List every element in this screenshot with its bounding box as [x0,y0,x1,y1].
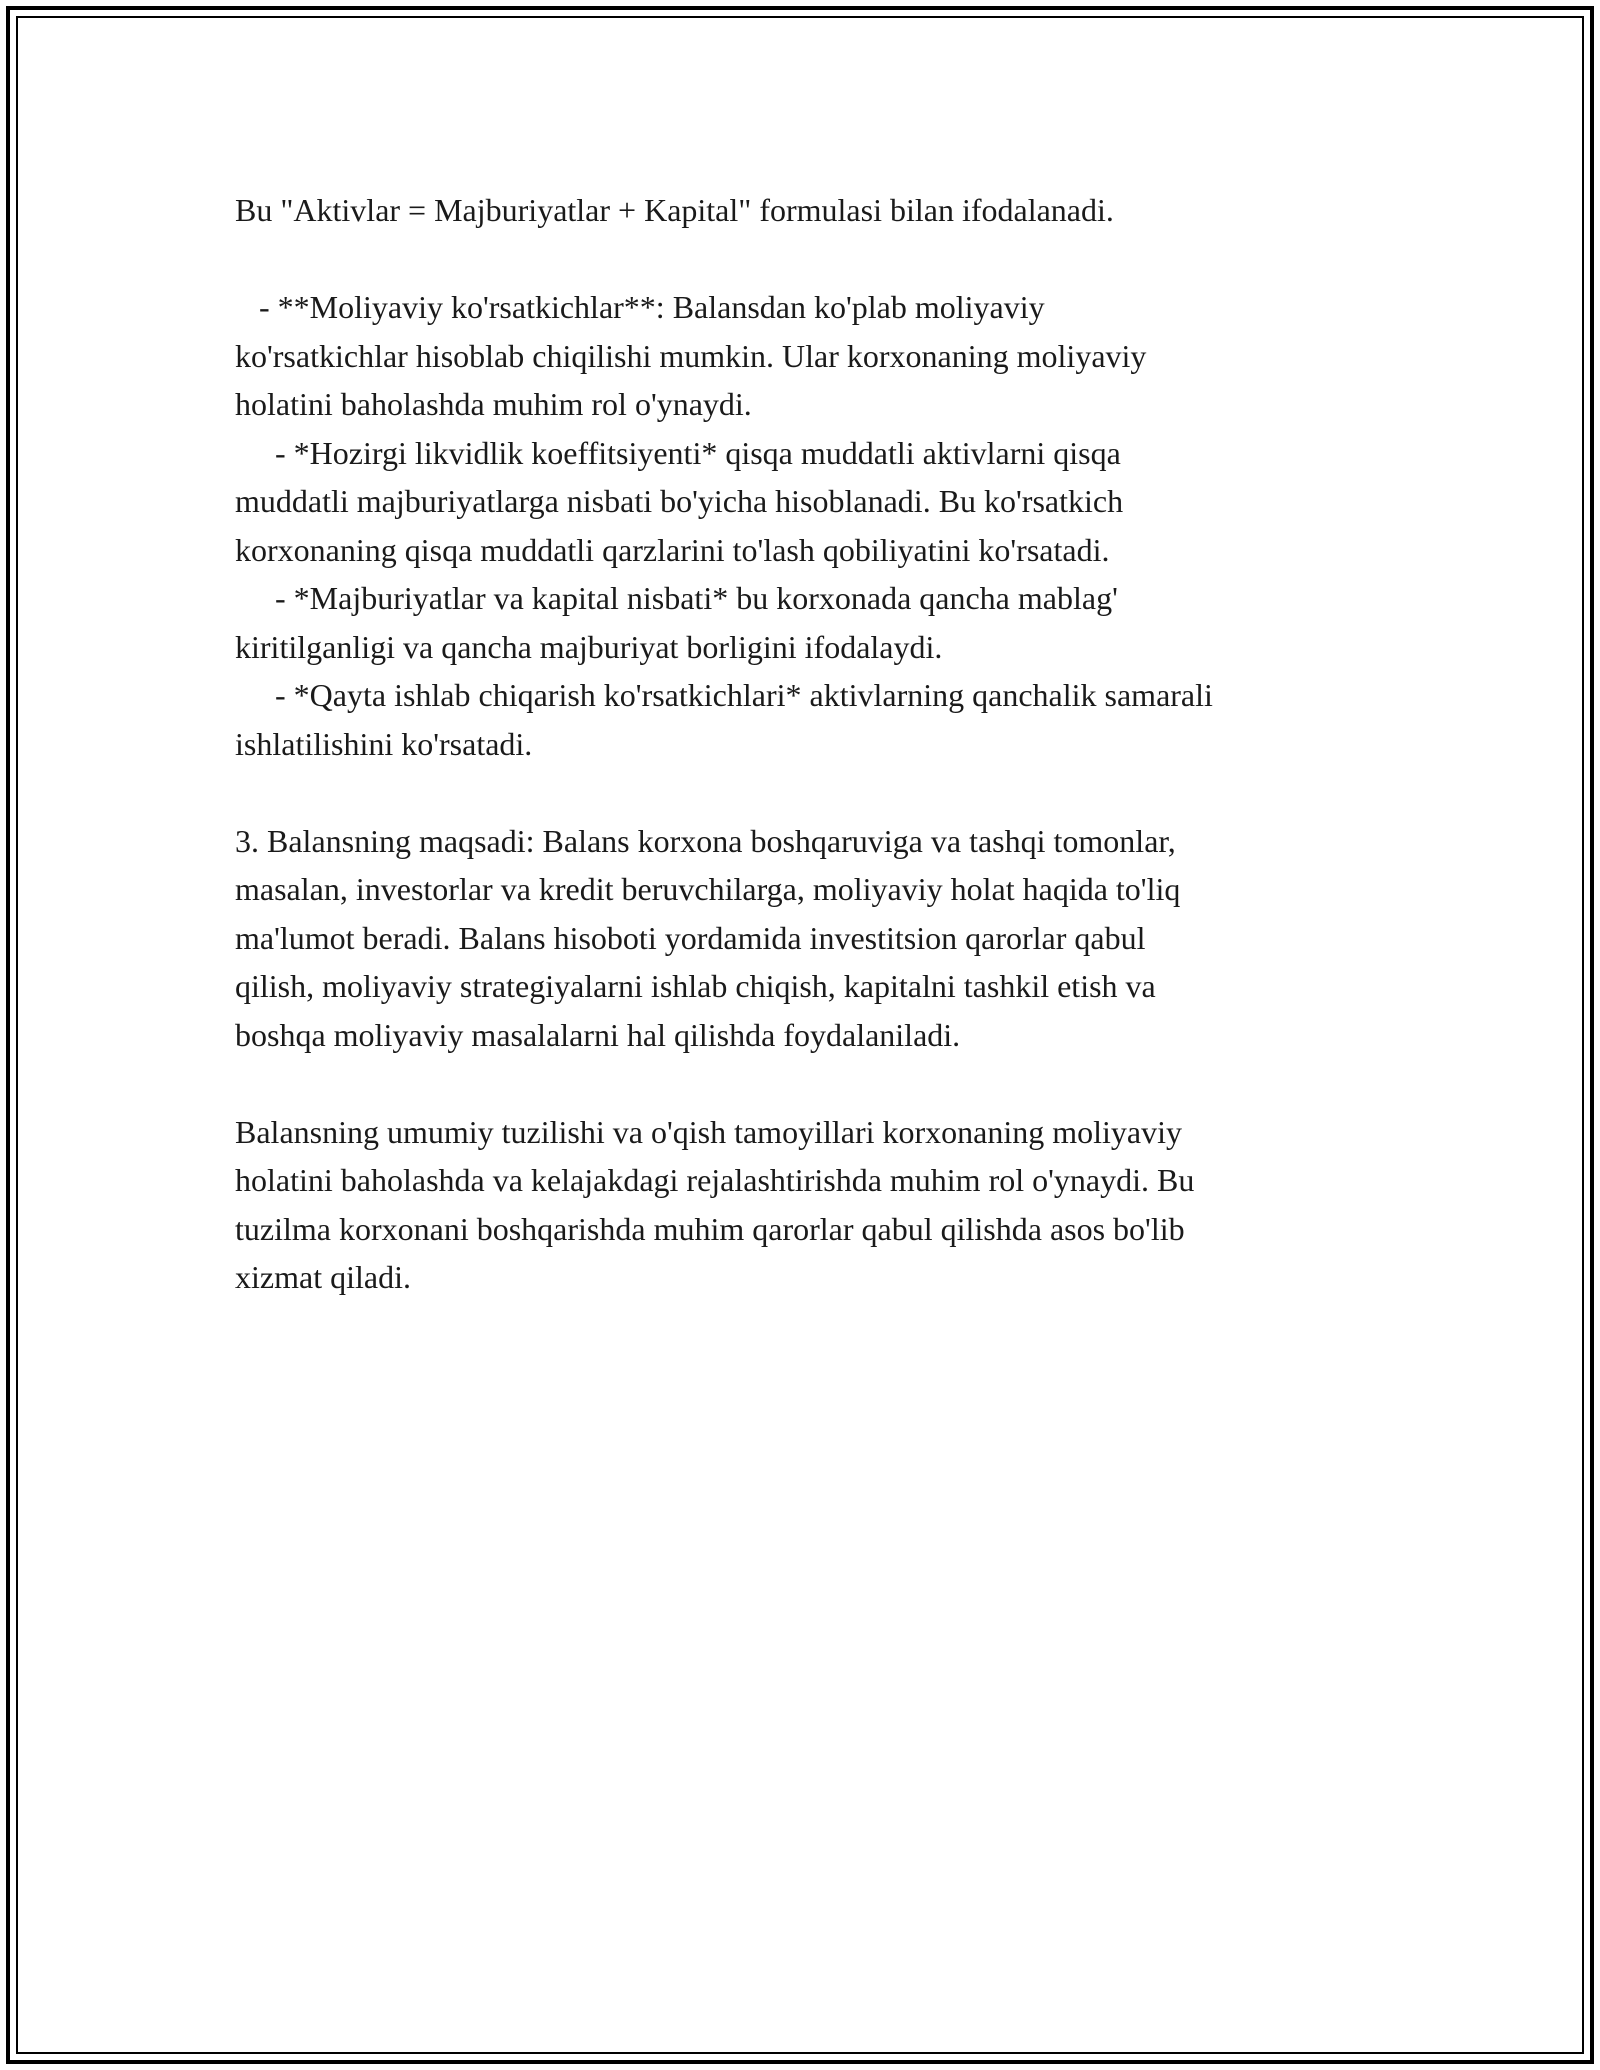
text-line: - **Moliyaviy ko'rsatkichlar**: Balansdan ko'plab moliyaviy [235,289,1045,325]
financial-indicators-section [235,283,1415,768]
text-line: kiritilganligi va qancha majburiyat borligini ifodalaydi. [235,628,943,665]
text-line: muddatli majburiyatlarga nisbati bo'yicha hisoblanadi. Bu ko'rsatkich [235,483,1124,519]
paragraph-gap [235,1059,1415,1108]
text-line: holatini baholashda va kelajakdagi rejalashtirishda muhim rol o'ynaydi. Bu [235,1162,1195,1198]
text-line: boshqa moliyaviy masalalarni hal qilishda foydalaniladi. [235,1016,961,1053]
text-line: masalan, investorlar va kredit beruvchilarga, moliyaviy holat haqida to'liq [235,871,1181,907]
text-line: tuzilma korxonani boshqarishda muhim qarorlar qabul qilishda asos bo'lib [235,1210,1185,1247]
text-line: ishlatilishini ko'rsatadi. [235,725,533,762]
text-line: Balansning umumiy tuzilishi va o'qish tamoyillari korxonaning moliyaviy [235,1113,1182,1150]
text-line: ma'lumot beradi. Balans hisoboti yordamida investitsion qarorlar qabul [235,919,1146,956]
text-line: qilish, moliyaviy strategiyalarni ishlab chiqish, kapitalni tashkil etish va [235,968,1156,1004]
formula-paragraph: Bu "Aktivlar = Majburiyatlar + Kapital" formulasi bilan ifodalanadi. [235,192,1114,228]
paragraph-gap [235,768,1415,817]
conclusion-section [235,1108,1415,1302]
text-line: - *Hozirgi likvidlik koeffitsiyenti* qisqa muddatli aktivlarni qisqa [235,434,1121,471]
paragraph-gap [235,235,1415,284]
text-line: holatini baholashda muhim rol o'ynaydi. [235,386,752,422]
text-line: - *Majburiyatlar va kapital nisbati* bu korxonada qancha mablag' [235,580,1118,616]
text-line: xizmat qiladi. [235,1259,411,1295]
text-line: 3. Balansning maqsadi: Balans korxona boshqaruviga va tashqi tomonlar, [235,822,1176,859]
document-body [235,186,1415,1302]
text-line: ko'rsatkichlar hisoblab chiqilishi mumkin. Ular korxonaning moliyaviy [235,337,1147,374]
text-line: - *Qayta ishlab chiqarish ko'rsatkichlari* aktivlarning qanchalik samarali [235,677,1213,713]
text-line: korxonaning qisqa muddatli qarzlarini to'lash qobiliyatini ko'rsatadi. [235,531,1110,568]
balance-purpose-section [235,817,1415,1060]
